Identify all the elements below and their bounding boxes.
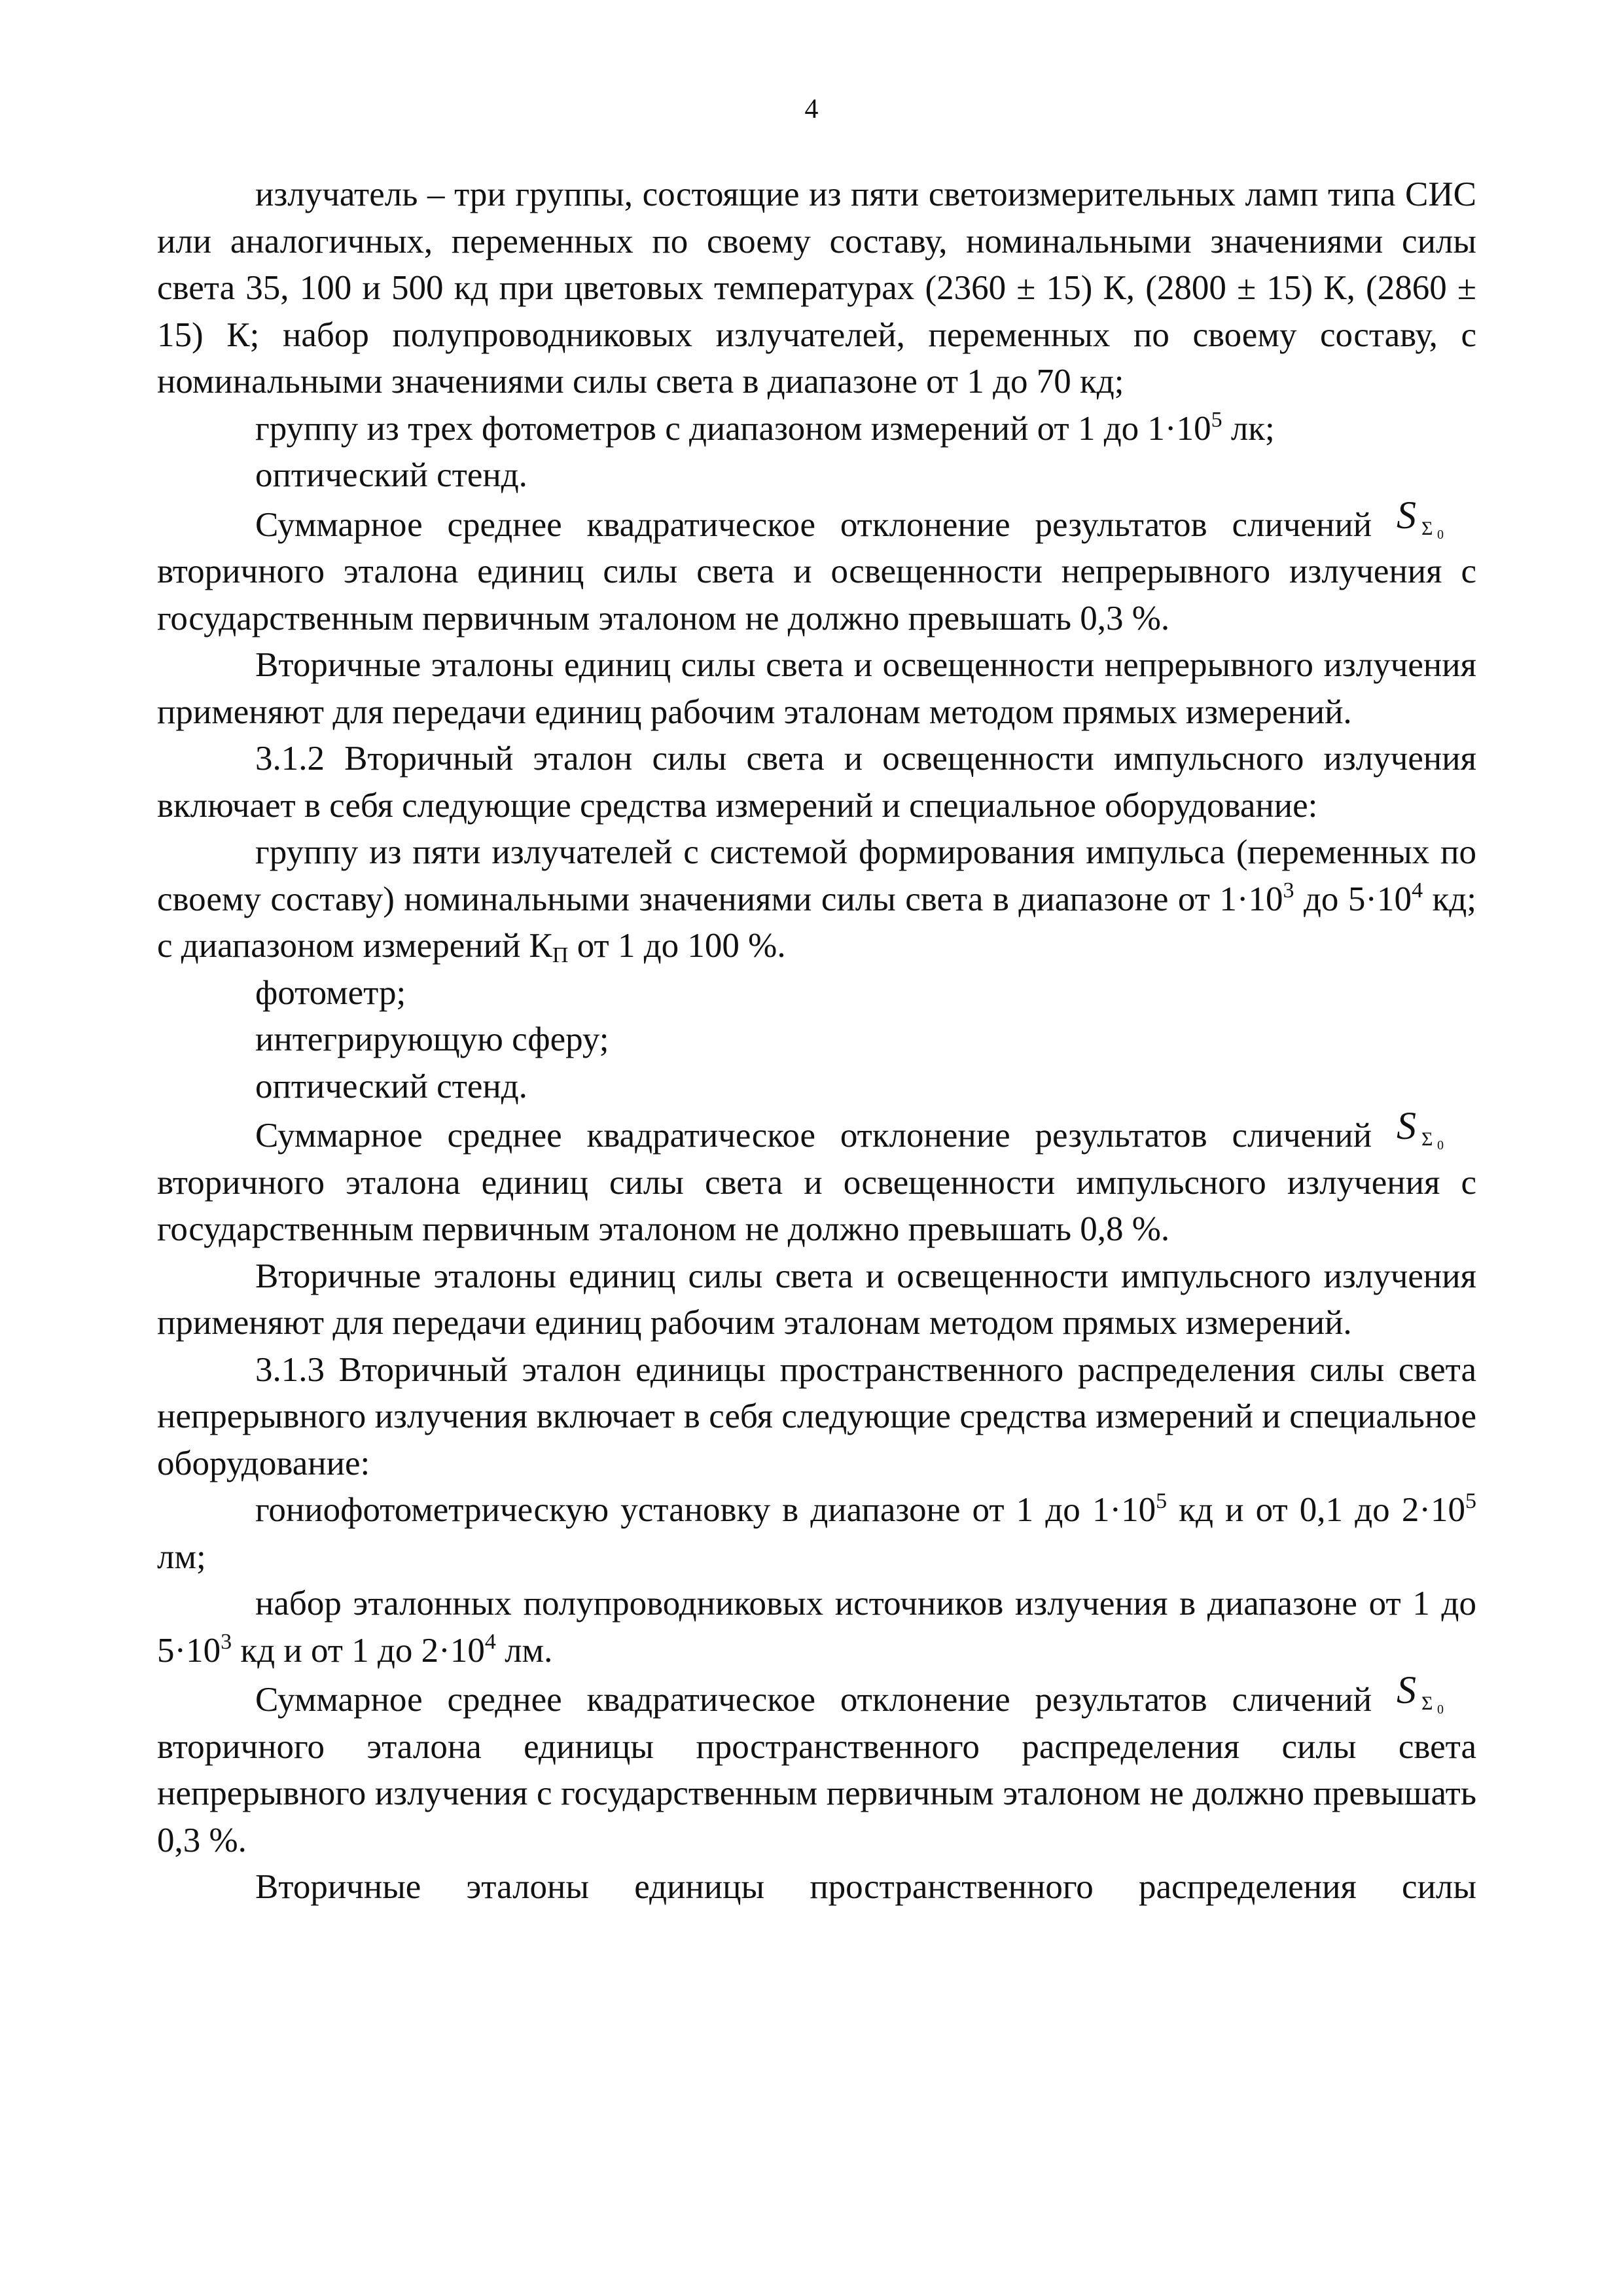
paragraph-integrating-sphere: интегрирующую сферу; [255, 1020, 609, 1058]
symbol-letter: S [1397, 1668, 1416, 1712]
symbol-subscript: Σ [1421, 1128, 1433, 1150]
text-fragment: до 5·10 [1294, 880, 1412, 918]
text-fragment: вторичного эталона единицы пространственного распределения силы света непрерывного излучения с государственным первичным эталоном не должно превышать 0,3 %. [157, 1727, 1476, 1859]
text-fragment: кд; с диапазоном измерений К [157, 880, 1476, 965]
paragraph-led-sources [157, 1581, 1476, 1674]
symbol-letter: S [1397, 1104, 1416, 1147]
text-fragment: лм. [495, 1631, 553, 1670]
paragraph-optical-bench: оптический стенд. [255, 456, 527, 494]
paragraph-deviation-pulse [157, 1104, 1476, 1253]
paragraph-usage-spatial-continued: Вторичные эталоны единицы пространственного распределения силы [255, 1868, 1476, 1906]
exponent: 3 [221, 1629, 232, 1654]
paragraph-section-3-1-3: 3.1.3 Вторичный эталон единицы пространственного распределения силы света непрерывного излучения включает в себя следующие средства измерений и специальное оборудование: [157, 1350, 1476, 1482]
text-fragment: Суммарное среднее квадратическое отклонение результатов сличений [255, 1117, 1397, 1155]
exponent: 4 [1412, 878, 1423, 903]
text-fragment: вторичного эталона единиц силы света и освещенности импульсного излучения с государственным первичным эталоном не должно превышать 0,8 %. [157, 1163, 1476, 1248]
text-fragment: от 1 до 100 %. [568, 927, 786, 965]
text-fragment: Суммарное среднее квадратическое отклонение результатов сличений [255, 505, 1397, 544]
paragraph-goniophotometer [157, 1487, 1476, 1581]
text-fragment: группу из трех фотометров с диапазоном измерений от 1 до 1·10 [255, 409, 1211, 448]
subscript: П [552, 943, 569, 967]
symbol-subscript-index: 0 [1437, 527, 1444, 542]
text-fragment: кд и от 1 до 2·10 [232, 1631, 485, 1670]
paragraph-photometer-group [157, 406, 1476, 453]
exponent: 3 [1283, 878, 1294, 903]
paragraph-deviation-spatial [157, 1668, 1476, 1864]
paragraph-optical-bench-2: оптический стенд. [255, 1067, 527, 1105]
text-fragment: Суммарное среднее квадратическое отклонение результатов сличений [255, 1681, 1397, 1719]
text-fragment: набор эталонных полупроводниковых источников излучения в диапазоне от 1 до 5·10 [157, 1585, 1476, 1670]
text-fragment: лк; [1222, 409, 1275, 448]
symbol-subscript-index: 0 [1437, 1138, 1444, 1153]
exponent: 4 [484, 1629, 496, 1654]
paragraph-deviation-continuous [157, 493, 1476, 643]
symbol-letter: S [1397, 493, 1416, 537]
symbol-subscript: Σ [1421, 1693, 1433, 1714]
paragraph-emitter-group-pulse [157, 829, 1476, 970]
text-fragment: группу из пяти излучателей с системой формирования импульса (переменных по своему составу) номинальными значениями силы света в диапазоне от 1·10 [157, 833, 1476, 918]
sum-deviation-symbol [1397, 1104, 1474, 1153]
text-fragment: кд и от 0,1 до 2·10 [1167, 1491, 1465, 1529]
paragraph-usage-continuous: Вторичные эталоны единиц силы света и освещенности непрерывного излучения применяют для передачи единиц рабочим эталонам методом прямых измерений. [157, 646, 1476, 731]
text-fragment: вторичного эталона единиц силы света и освещенности непрерывного излучения с государственным первичным эталоном не должно превышать 0,3 %. [157, 552, 1476, 637]
paragraph-emitter-description: излучатель – три группы, состоящие из пяти светоизмерительных ламп типа СИС или аналогичных, переменных по своему составу, номинальными значениями силы света 35, 100 и 500 кд при цветовых температурах (2360 ± 15) К, (2800 ± 15) К, (2860 ± 15) К; набор полупроводниковых излучателей, переменных по своему составу, с номинальными значениями силы света в диапазоне от 1 до 70 кд; [157, 175, 1476, 401]
paragraph-section-3-1-2: 3.1.2 Вторичный эталон силы света и освещенности импульсного излучения включает в себя следующие средства измерений и специальное оборудование: [157, 740, 1476, 825]
page-number: 4 [804, 94, 819, 124]
symbol-subscript-index: 0 [1437, 1702, 1444, 1717]
paragraph-usage-pulse: Вторичные эталоны единиц силы света и освещенности импульсного излучения применяют для передачи единиц рабочим эталонам методом прямых измерений. [157, 1257, 1476, 1342]
exponent: 5 [1156, 1489, 1168, 1513]
sum-deviation-symbol [1397, 493, 1474, 542]
document-body [157, 171, 1476, 1911]
text-fragment: лм; [157, 1537, 206, 1576]
paragraph-photometer: фотометр; [255, 973, 406, 1012]
exponent: 5 [1465, 1489, 1476, 1513]
sum-deviation-symbol [1397, 1668, 1474, 1717]
text-fragment: гониофотометрическую установку в диапазоне от 1 до 1·10 [255, 1491, 1156, 1529]
symbol-subscript: Σ [1421, 517, 1433, 539]
exponent: 5 [1211, 407, 1222, 432]
